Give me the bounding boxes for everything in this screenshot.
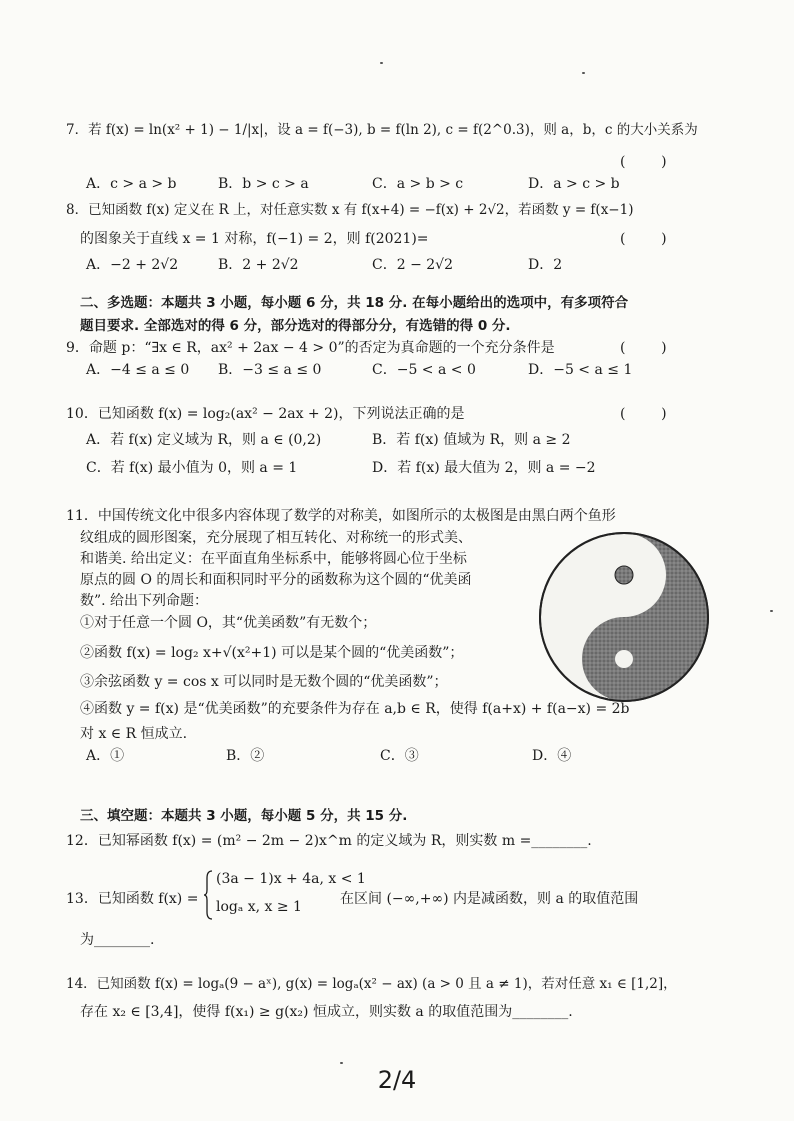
q10-option-c: C．若 f(x) 最小值为 0，则 a = 1 bbox=[86, 460, 298, 476]
q11-option-b: B．② bbox=[226, 748, 265, 764]
q8-stem-line1: 8．已知函数 f(x) 定义在 R 上，对任意实数 x 有 f(x+4) = −f(x) + 2√2，若函数 y = f(x−1) bbox=[66, 202, 634, 218]
q8-option-b: B．2 + 2√2 bbox=[218, 257, 299, 273]
q7-option-d: D．a > c > b bbox=[528, 176, 620, 192]
q13-blank-line: 为________. bbox=[80, 932, 155, 948]
scan-speck bbox=[380, 62, 383, 64]
q11-statement-4-cont: 对 x ∈ R 恒成立. bbox=[80, 726, 188, 742]
q13-piecewise-brace bbox=[203, 870, 213, 920]
scan-speck bbox=[340, 1062, 343, 1064]
q10-option-b: B．若 f(x) 值域为 R，则 a ≥ 2 bbox=[372, 432, 571, 448]
q14-stem-line1: 14．已知函数 f(x) = logₐ(9 − aˣ), g(x) = logₐ(x² − ax) (a > 0 且 a ≠ 1)，若对任意 x₁ ∈ [1,2]， bbox=[66, 976, 677, 992]
scan-speck bbox=[582, 72, 585, 74]
q9-answer-paren: ( ) bbox=[620, 340, 667, 356]
q8-answer-paren: ( ) bbox=[620, 231, 667, 247]
q12-stem: 12．已知幂函数 f(x) = (m² − 2m − 2)x^m 的定义域为 R，则实数 m =________. bbox=[66, 833, 592, 849]
q11-line-5: 数”. 给出下列命题： bbox=[80, 593, 209, 609]
section2-heading-line1: 二、多选题：本题共 3 小题，每小题 6 分，共 18 分. 在每小题给出的选项中，有多项符合 bbox=[80, 295, 629, 311]
q8-option-c: C．2 − 2√2 bbox=[372, 257, 453, 273]
q13-prefix: 13．已知函数 f(x) = bbox=[66, 891, 199, 907]
q11-option-a: A．① bbox=[86, 748, 125, 764]
q11-statement-4: ④函数 y = f(x) 是“优美函数”的充要条件为存在 a,b ∈ R，使得 f(a+x) + f(a−x) = 2b bbox=[80, 701, 630, 717]
q9-stem: 9．命题 p：“∃x ∈ R，ax² + 2ax − 4 > 0”的否定为真命题的一个充分条件是 bbox=[66, 340, 555, 356]
q7-option-a: A．c > a > b bbox=[86, 176, 177, 192]
q8-option-a: A．−2 + 2√2 bbox=[86, 257, 179, 273]
section3-heading: 三、填空题：本题共 3 小题，每小题 5 分，共 15 分. bbox=[80, 808, 408, 824]
q11-line-4: 原点的圆 O 的周长和面积同时平分的函数称为这个圆的“优美函 bbox=[80, 572, 472, 588]
q10-answer-paren: ( ) bbox=[620, 406, 667, 422]
q9-option-b: B．−3 ≤ a ≤ 0 bbox=[218, 362, 322, 378]
page-number: 2/4 bbox=[377, 1066, 417, 1094]
q14-stem-line2: 存在 x₂ ∈ [3,4]，使得 f(x₁) ≥ g(x₂) 恒成立，则实数 a 的取值范围为________. bbox=[80, 1004, 573, 1020]
q11-statement-1: ①对于任意一个圆 O，其“优美函数”有无数个； bbox=[80, 615, 377, 631]
q13-case-1: (3a − 1)x + 4a, x < 1 bbox=[216, 871, 366, 887]
q10-option-a: A．若 f(x) 定义域为 R，则 a ∈ (0,2) bbox=[86, 432, 322, 448]
q13-case-2: logₐ x, x ≥ 1 bbox=[216, 899, 302, 915]
q11-option-c: C．③ bbox=[380, 748, 419, 764]
q10-stem: 10．已知函数 f(x) = log₂(ax² − 2ax + 2)，下列说法正确的是 bbox=[66, 406, 465, 422]
q8-option-d: D．2 bbox=[528, 257, 563, 273]
q13-suffix: 在区间 (−∞,+∞) 内是减函数，则 a 的取值范围 bbox=[340, 891, 639, 907]
q11-statement-2: ②函数 f(x) = log₂ x+√(x²+1) 可以是某个圆的“优美函数”； bbox=[80, 645, 464, 661]
q11-option-d: D．④ bbox=[532, 748, 572, 764]
q7-stem: 7．若 f(x) = ln(x² + 1) − 1/|x|，设 a = f(−3), b = f(ln 2), c = f(2^0.3)，则 a，b，c 的大小关系为 bbox=[66, 122, 698, 138]
q7-option-b: B．b > c > a bbox=[218, 176, 309, 192]
q9-option-c: C．−5 < a < 0 bbox=[372, 362, 476, 378]
q10-option-d: D．若 f(x) 最大值为 2，则 a = −2 bbox=[372, 460, 596, 476]
taiji-yin-yang-image bbox=[535, 528, 713, 706]
q11-line-1: 11．中国传统文化中很多内容体现了数学的对称美，如图所示的太极图是由黑白两个鱼形 bbox=[66, 508, 616, 524]
q11-line-3: 和谐美. 给出定义：在平面直角坐标系中，能够将圆心位于坐标 bbox=[80, 551, 467, 567]
q8-stem-line2: 的图象关于直线 x = 1 对称，f(−1) = 2，则 f(2021)= bbox=[80, 231, 429, 247]
q11-line-2: 纹组成的圆形图案，充分展现了相互转化、对称统一的形式美、 bbox=[80, 530, 472, 546]
q11-statement-3: ③余弦函数 y = cos x 可以同时是无数个圆的“优美函数”； bbox=[80, 674, 448, 690]
q7-option-c: C．a > b > c bbox=[372, 176, 464, 192]
scan-speck bbox=[770, 610, 773, 612]
q9-option-a: A．−4 ≤ a ≤ 0 bbox=[86, 362, 190, 378]
q7-answer-paren: ( ) bbox=[620, 154, 667, 170]
q9-option-d: D．−5 < a ≤ 1 bbox=[528, 362, 633, 378]
section2-heading-line2: 题目要求. 全部选对的得 6 分，部分选对的得部分分，有选错的得 0 分. bbox=[80, 318, 511, 334]
